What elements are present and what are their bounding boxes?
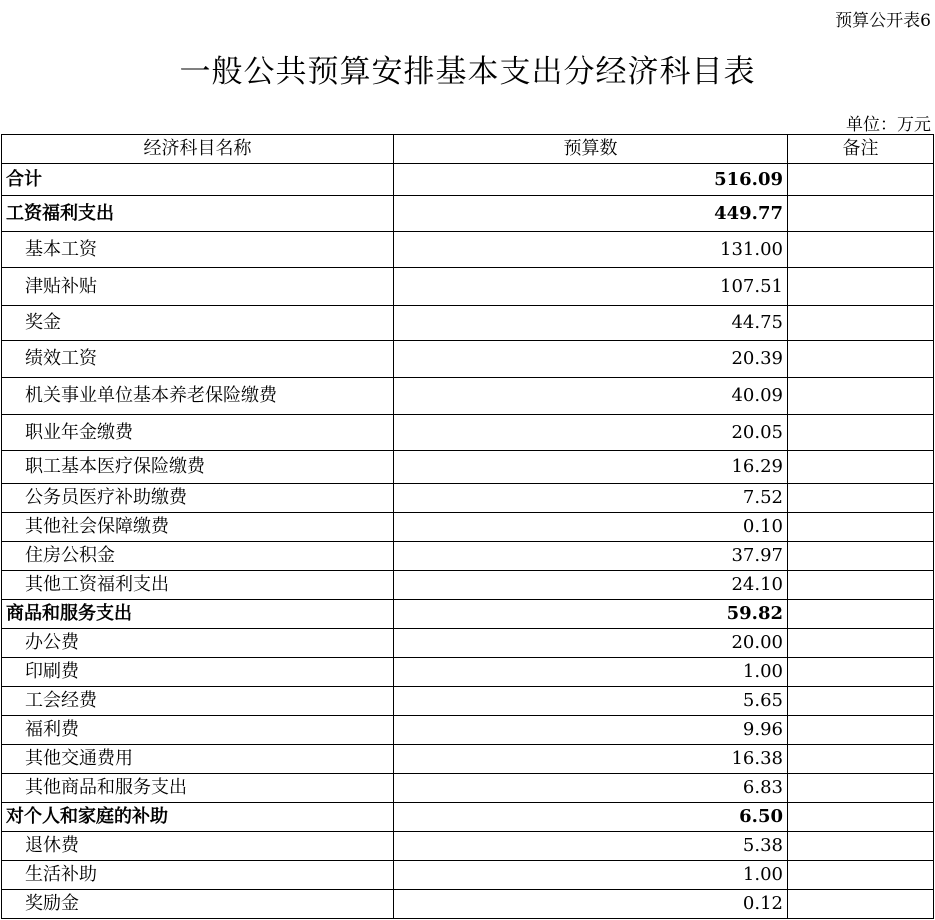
- row-note-cell: [788, 542, 934, 571]
- row-note-cell: [788, 571, 934, 600]
- row-amount-cell: 6.50: [394, 803, 788, 832]
- row-name-cell: 印刷费: [2, 658, 394, 687]
- row-amount-cell: 0.12: [394, 890, 788, 919]
- row-note-cell: [788, 306, 934, 341]
- row-amount-cell: 1.00: [394, 861, 788, 890]
- row-name-cell: 职工基本医疗保险缴费: [2, 451, 394, 484]
- table-number-label: 预算公开表6: [835, 11, 931, 31]
- row-note-cell: [788, 268, 934, 306]
- table-row: [2, 306, 934, 341]
- row-note-cell: [788, 890, 934, 919]
- row-name-cell: 其他社会保障缴费: [2, 513, 394, 542]
- row-name-cell: 其他工资福利支出: [2, 571, 394, 600]
- table-row: [2, 890, 934, 919]
- row-amount-cell: 1.00: [394, 658, 788, 687]
- row-note-cell: [788, 484, 934, 513]
- row-note-cell: [788, 341, 934, 378]
- row-note-cell: [788, 600, 934, 629]
- unit-label: 单位：万元: [846, 115, 931, 135]
- row-name-cell: 奖金: [2, 306, 394, 341]
- row-name-cell: 基本工资: [2, 232, 394, 268]
- row-amount-cell: 59.82: [394, 600, 788, 629]
- table-row: [2, 542, 934, 571]
- row-name-cell: 公务员医疗补助缴费: [2, 484, 394, 513]
- row-note-cell: [788, 196, 934, 232]
- row-name-cell: 生活补助: [2, 861, 394, 890]
- row-amount-cell: 131.00: [394, 232, 788, 268]
- row-name-cell: 工资福利支出: [2, 196, 394, 232]
- row-note-cell: [788, 832, 934, 861]
- table-row: [2, 268, 934, 306]
- row-note-cell: [788, 774, 934, 803]
- table-row: [2, 571, 934, 600]
- table-row-group: [2, 164, 934, 196]
- table-row: [2, 232, 934, 268]
- row-amount-cell: 9.96: [394, 716, 788, 745]
- row-name-cell: 职业年金缴费: [2, 415, 394, 451]
- table-row: [2, 451, 934, 484]
- row-amount-cell: 20.39: [394, 341, 788, 378]
- table-row: [2, 378, 934, 415]
- table-row-group: [2, 600, 934, 629]
- row-amount-cell: 20.05: [394, 415, 788, 451]
- column-header-name: 经济科目名称: [2, 135, 394, 164]
- row-amount-cell: 0.10: [394, 513, 788, 542]
- row-amount-cell: 5.38: [394, 832, 788, 861]
- header-row: [2, 135, 934, 164]
- table-row: [2, 745, 934, 774]
- row-name-cell: 机关事业单位基本养老保险缴费: [2, 378, 394, 415]
- row-note-cell: [788, 861, 934, 890]
- row-note-cell: [788, 232, 934, 268]
- row-note-cell: [788, 803, 934, 832]
- table-row-group: [2, 196, 934, 232]
- row-amount-cell: 16.29: [394, 451, 788, 484]
- column-header-amount: 预算数: [394, 135, 788, 164]
- row-amount-cell: 37.97: [394, 542, 788, 571]
- row-note-cell: [788, 164, 934, 196]
- row-name-cell: 商品和服务支出: [2, 600, 394, 629]
- budget-table: [1, 134, 934, 919]
- row-amount-cell: 44.75: [394, 306, 788, 341]
- table-row-group: [2, 803, 934, 832]
- row-name-cell: 对个人和家庭的补助: [2, 803, 394, 832]
- row-name-cell: 合计: [2, 164, 394, 196]
- row-name-cell: 退休费: [2, 832, 394, 861]
- table-row: [2, 658, 934, 687]
- row-note-cell: [788, 513, 934, 542]
- row-name-cell: 津贴补贴: [2, 268, 394, 306]
- row-amount-cell: 107.51: [394, 268, 788, 306]
- row-amount-cell: 7.52: [394, 484, 788, 513]
- row-name-cell: 办公费: [2, 629, 394, 658]
- row-amount-cell: 516.09: [394, 164, 788, 196]
- row-note-cell: [788, 716, 934, 745]
- row-name-cell: 其他交通费用: [2, 745, 394, 774]
- table-row: [2, 832, 934, 861]
- row-name-cell: 奖励金: [2, 890, 394, 919]
- row-amount-cell: 6.83: [394, 774, 788, 803]
- table-body: [2, 164, 934, 919]
- row-note-cell: [788, 745, 934, 774]
- row-name-cell: 住房公积金: [2, 542, 394, 571]
- row-amount-cell: 449.77: [394, 196, 788, 232]
- row-name-cell: 工会经费: [2, 687, 394, 716]
- row-name-cell: 其他商品和服务支出: [2, 774, 394, 803]
- table-row: [2, 861, 934, 890]
- table-row: [2, 484, 934, 513]
- table-row: [2, 629, 934, 658]
- table-row: [2, 774, 934, 803]
- table-row: [2, 513, 934, 542]
- row-amount-cell: 40.09: [394, 378, 788, 415]
- row-amount-cell: 20.00: [394, 629, 788, 658]
- row-note-cell: [788, 658, 934, 687]
- row-amount-cell: 24.10: [394, 571, 788, 600]
- row-note-cell: [788, 451, 934, 484]
- row-note-cell: [788, 629, 934, 658]
- table-row: [2, 687, 934, 716]
- row-amount-cell: 16.38: [394, 745, 788, 774]
- page-title: 一般公共预算安排基本支出分经济科目表: [179, 54, 756, 90]
- row-amount-cell: 5.65: [394, 687, 788, 716]
- table-row: [2, 415, 934, 451]
- row-note-cell: [788, 687, 934, 716]
- table-row: [2, 716, 934, 745]
- row-note-cell: [788, 415, 934, 451]
- row-name-cell: 绩效工资: [2, 341, 394, 378]
- table-row: [2, 341, 934, 378]
- column-header-note: 备注: [788, 135, 934, 164]
- row-note-cell: [788, 378, 934, 415]
- row-name-cell: 福利费: [2, 716, 394, 745]
